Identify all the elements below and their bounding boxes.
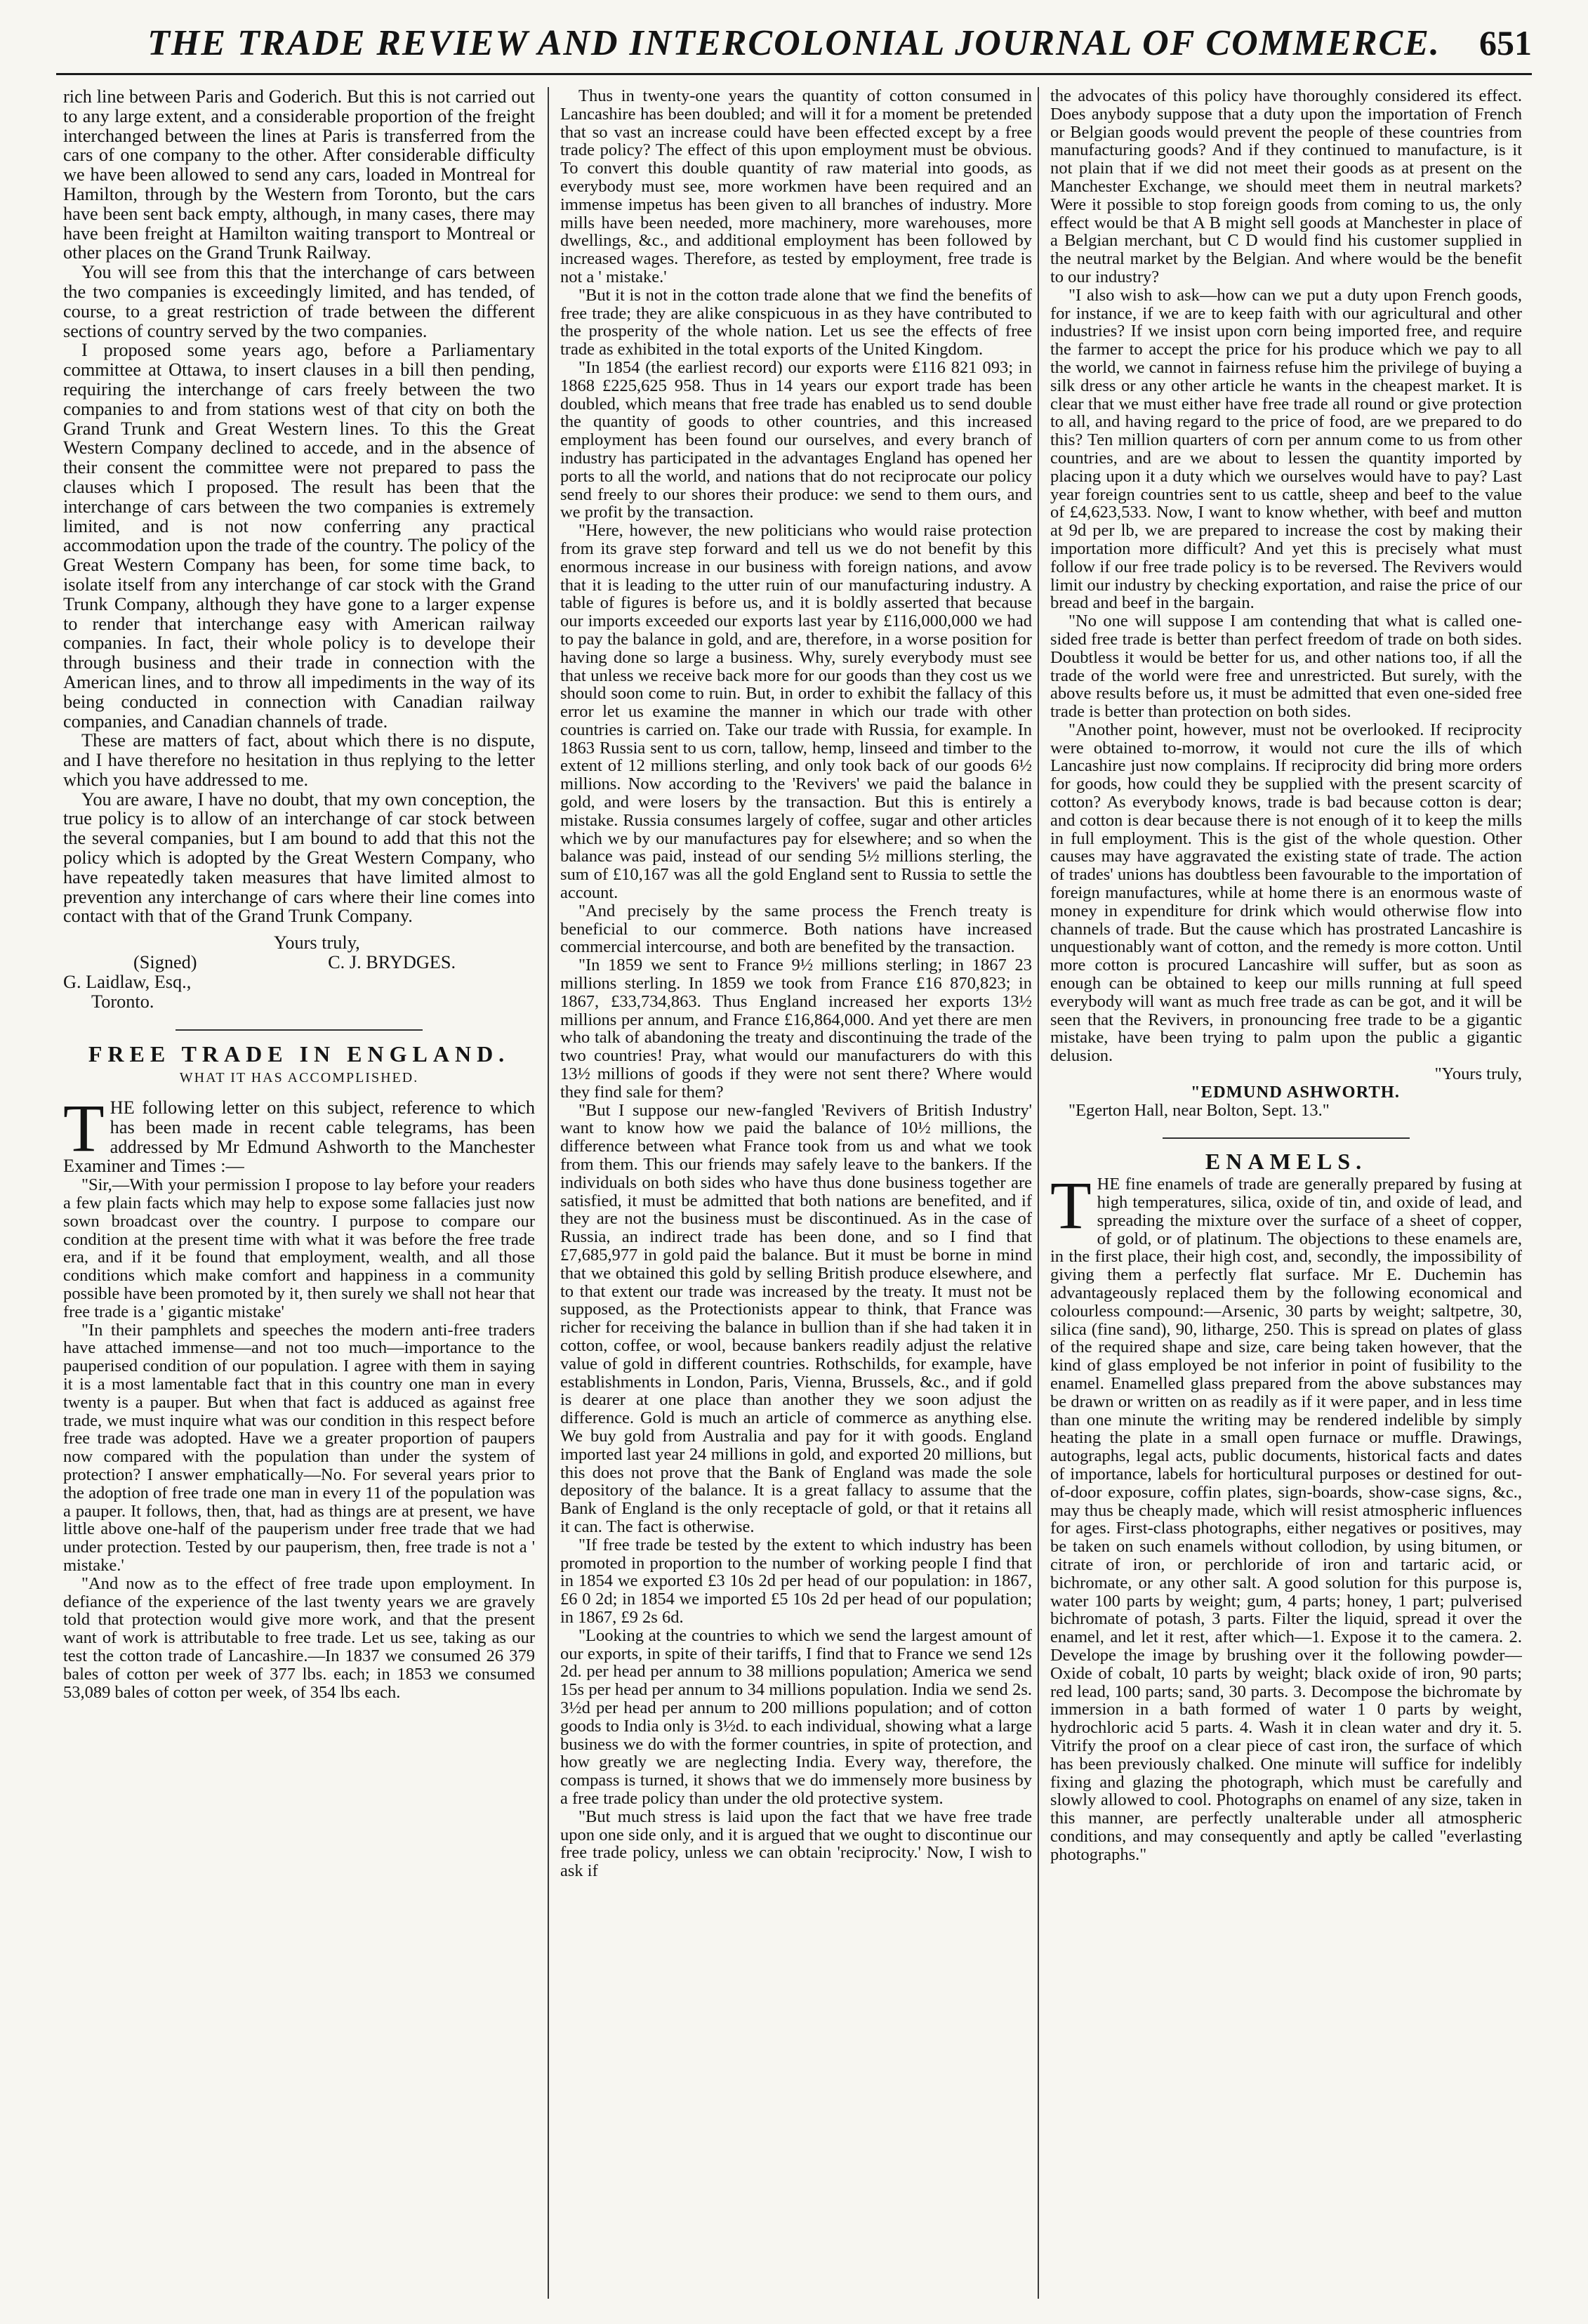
paragraph: You will see from this that the interchange of cars between the two companies is exceedingly limited, and has tended, of course, to a great restriction of trade between the different sections of country served by the two companies. — [63, 262, 535, 341]
article-intro — [63, 1090, 535, 1177]
column-rule — [548, 87, 549, 2299]
paragraph: "Sir,—With your permission I propose to lay before your readers a few plain facts which may help to expose some fallacies just now sown broadcast over the country. I purpose to compare our condition at the present time with what it was before the free trade era, and if it be found that employment, wealth, and all those conditions which make comfort and happiness in a community possible have been promoted by it, then surely we shall not hear that free trade is a ' gigantic mistake' — [63, 1175, 535, 1321]
column-2 — [560, 87, 1032, 2306]
article-title: ENAMELS. — [1205, 1149, 1368, 1175]
paragraph: "Looking at the countries to which we send the largest amount of our exports, in spite of their tariffs, I find that to France we send 12s 2d. per head per annum to 38 millions population; America we send 15s per head per annum to 34 millions population. India we send 2s. 3½d per head per annum to 200 millions population; and of cotton goods to India only is 3½d. to each individual, showing what a large business we do with the former countries, in spite of protection, and how greatly we are neglecting India. Every way, therefore, the compass is turned, it shows that we do immensely more business by a free trade policy than under the old protective system. — [560, 1625, 1032, 1808]
author-address: "Egerton Hall, near Bolton, Sept. 13." — [1068, 1100, 1330, 1120]
journal-title: THE TRADE REVIEW AND INTERCOLONIAL JOURNAL OF COMMERCE. — [147, 23, 1441, 63]
article-title: FREE TRADE IN ENGLAND. — [88, 1041, 510, 1067]
masthead — [56, 15, 1532, 75]
section-divider — [176, 1029, 423, 1031]
column-rule — [1038, 87, 1039, 2299]
paragraph: "No one will suppose I am contending that what is called one-sided free trade is better than perfect freedom of trade on both sides. Doubtless it would be better for us, and other nations too, if all the trade of the world were free and unrestricted. But surely, with the above results before us, it must be admitted that even one-sided free trade is better than protection on both sides. — [1050, 612, 1522, 722]
addressee: G. Laidlaw, Esq., — [63, 971, 192, 992]
paragraph: "In 1859 we sent to France 9½ millions sterling; in 1867 23 millions sterling. In 1859 we took from France £16 870,823; in 1867, £33,734,863. Thus England increased her exports 13½ millions per annum, and France £16,864,000. And yet there are men who talk of abandoning the treaty and discontinuing the trade of the two countries! Pray, what would our manufacturers do with this 13½ millions of goods if they were not sent there? Where would they find sale for them? — [560, 956, 1032, 1102]
column-3 — [1050, 87, 1522, 2306]
addressee-city: Toronto. — [91, 991, 154, 1012]
paragraph: "Here, however, the new politicians who would raise protection from its grave step forward and tell us we do not benefit by this enormous increase in our business with foreign nations, and avow that it is leading to the utter ruin of our manufacturing industry. A table of figures is before us, and it is boldly asserted that because our imports exceeded our exports last year by £116,000,000 we had to pay the balance in gold, and are, therefore, in a worse position for having done so large a business. Why, surely everybody must see that unless we receive back more for our goods than they cost us we should soon come to ruin. But, in order to exhibit the fallacy of this error let us examine the manner in which our trade with other countries is carried on. Take our trade with Russia, for example. In 1863 Russia sent to us corn, tallow, hemp, linseed and timber to the extent of 12 millions sterling, and only took back of our goods 6½ millions. Now according to the 'Revivers' we paid the balance in gold, and were losers by the transaction. But this is entirely a mistake. Russia consumes largely of coffee, sugar and other articles which we by our manufactures pay for elsewhere; and so when the balance was paid, instead of our sending 5½ millions sterling, the sum of £10,167 was all the gold England sent to Russia to settle the account. — [560, 521, 1032, 903]
paragraph: the advocates of this policy have thoroughly considered its effect. Does anybody suppose that a duty upon the importation of French or Belgian goods would prevent the people of these countries from manufacturing goods? And if they continued to manufacture, is it not plain that if we did not meet their goods as at present on the Manchester Exchange, we should meet them in neutral markets? Were it possible to stop foreign goods from coming to us, the only effect would be that A B might sell goods at Manchester in place of a Belgian merchant, but C D would find his customer supplied in the neutral market by the Belgian. And where would be the benefit to our industry? — [1050, 87, 1522, 286]
closing: "Yours truly, — [1434, 1064, 1522, 1084]
paragraph: Thus in twenty-one years the quantity of cotton consumed in Lancashire has been doubled; and will it for a moment be pretended that so vast an increase could have been effected except by a free trade policy? The effect of this upon employment must be obvious. To convert this double quantity of raw material into goods, as everybody must see, more workmen have been required and an immense impetus has been given to all branches of industry. More mills have been needed, more machinery, more warehouses, more dwellings, &c., and additional employment has been followed by increased wages. Therefore, as tested by employment, free trade is not a ' mistake.' — [560, 87, 1032, 286]
paragraph: These are matters of fact, about which there is no dispute, and I have therefore no hesitation in thus replying to the letter which you have addressed to me. — [63, 730, 535, 790]
signatory-name: C. J. BRYDGES. — [328, 952, 456, 973]
closing: Yours truly, — [274, 932, 360, 953]
body-text: HE fine enamels of trade are generally prepared by fusing at high temperatures, silica, oxide of tin, and oxide of lead, and spreading the mixture over the surface of a sheet of copper, of gold, or of platinum. The objections to these enamels are, in the first place, their high cost, and, secondly, the impossibility of giving them a perfectly flat surface. Mr E. Duchemin has advantageously replaced them by the following economical and colourless compound:—Arsenic, 30 parts by weight; saltpetre, 30, silica (fine sand), 90, litharge, 250. This is spread on plates of glass of the required shape and size, care being taken however, that the kind of glass employed be not inferior in point of fusibility to the enamel. Enamelled glass prepared from the above substances may be drawn or written on as readily as if it were paper, and in less time than one minute the writing may be rendered indelible by simply heating the plate in a small open furnace or muffle. Drawings, autographs, legal acts, public documents, historical facts and dates of importance, labels for horticultural purposes or destined for out-of-door exposure, coffin plates, sign-boards, show-case signs, &c., may thus be cheaply made, which will resist atmospheric influences for ages. First-class photographs, either negatives or positives, may be taken on such enamels without collodion, by using bitumen, or citrate of iron, or perchloride of iron and tartaric acid, or bichromate, or any other salt. A good solution for this purpose is, water 100 parts by weight; gum, 4 parts; honey, 1 part; pulverised bichromate of potash, 3 parts. Filter the liquid, spread it over the enamel, and let it rest, after which—1. Expose it to the camera. 2. Develope the image by brushing over it the following powder—Oxide of cobalt, 10 parts by weight; black oxide of iron, 90 parts; red lead, 100 parts; sand, 30 parts. 3. Decompose the bichromate by immersion in a bath formed of water 1 0 parts by weight, hydrochloric acid 5 parts. 4. Wash it in clean water and dry it. 5. Vitrify the proof on a clear piece of cast iron, the surface of which has been previously chalked. One minute will suffice for indelibly fixing and glazing the photograph, which must be carefully and slowly allowed to cool. Photographs on enamel of any size, taken in this manner, are perfectly unalterable under all atmospheric conditions, and may consequently and aptly be called "everlasting photographs." — [1050, 1175, 1522, 1864]
section-divider — [1163, 1137, 1410, 1139]
paragraph: You are aware, I have no doubt, that my own conception, the true policy is to allow of an interchange of car stock between the several companies, but I am bound to add that this not the policy which is adopted by the Great Western Company, who have repeatedly taken measures that have limited almost to prevention any interchange of cars where their line comes into contact with that of the Grand Trunk Company. — [63, 788, 535, 927]
signed-line — [63, 953, 535, 972]
paragraph: "I also wish to ask—how can we put a duty upon French goods, for instance, if we are to keep faith with our agricultural and other industries? If we insist upon corn being imported free, and require the farmer to accept the price for his produce which we pay to all the world, we cannot in fairness refuse him the privilege of buying a silk dress or any other article he wants in the cheapest market. It is clear that we must either have free trade all round or give protection to all, and having regard to the price of food, are we prepared to do this? Ten million quarters of corn per annum come to us from other countries, and are we about to lessen the quantity imported by placing upon it a duty which we ourselves would have to pay? Last year foreign countries sent to us cattle, sheep and beef to the value of £4,623,533. Now, I want to know whether, with beef and mutton at 9d per lb, we are prepared to increase the cost by making their importation more difficult? And yet this is precisely what must follow if our free trade policy is to be reversed. The Revivers would limit our industry by checking exportation, and raise the price of our bread and beef in the bargain. — [1050, 285, 1522, 613]
signed-label: (Signed) — [133, 952, 197, 973]
paragraph: "But it is not in the cotton trade alone that we find the benefits of free trade; they are alike conspicuous in as they have contributed to the prosperity of the whole nation. Let us see the effects of free trade as exhibited in the total exports of the United Kingdom. — [560, 285, 1032, 359]
drop-cap: T — [63, 1090, 105, 1166]
paragraph: "In 1854 (the earliest record) our exports were £116 821 093; in 1868 £225,625 958. Thus in 14 years our export trade has been doubled, which means that free trade has enabled us to send double the quantity of goods to other countries, and this increased employment has been found our ourselves, and every branch of industry has participated in the advantages England has opened her ports to all the world, and nations that do not reciprocate our policy send freely to our shores their produce: we send to them ours, and we profit by the transaction. — [560, 357, 1032, 522]
drop-cap: T — [1050, 1168, 1092, 1243]
paragraph: "But I suppose our new-fangled 'Revivers of British Industry' want to know how we paid the balance of 10½ millions, the difference between what France took from us and what we took from them. This our friends may safely leave to the bankers. If the individuals on both sides who have thus done business together are satisfied, it must be admitted that both nations are benefited, and if they are not the business must be discontinued. As in the case of Russia, an indirect trade has been done, and so I find that £7,685,977 in gold paid the balance. But it must be borne in mind that we obtained this gold by selling British produce elsewhere, and to that extent our trade was increased by the treaty. It must not be supposed, as the Protectionists appear to think, that France was richer for receiving the balance in bullion than if she had taken it in cotton, coffee, or wool, because bankers readily adjust the relative value of gold in different countries. Rothschilds, for example, have establishments in London, Paris, Vienna, Brussels, &c., and if gold is dearer at one place than another they we soon adjust the difference. Gold is much an article of commerce as anything else. We buy gold from Australia and pay for it with goods. England imported last year 24 millions in gold, and exported 20 millions, but this does not prove that the Bank of England was made the sole depository of the balance. It is a great fallacy to assume that the Bank of England is the only receptacle of gold, or that it retains all it can. The fact is otherwise. — [560, 1100, 1032, 1536]
letter-signature — [63, 933, 535, 1011]
article-subtitle: WHAT IT HAS ACCOMPLISHED. — [179, 1070, 419, 1086]
column-1 — [63, 87, 535, 2306]
page-number: 651 — [1479, 23, 1532, 62]
paragraph: "In their pamphlets and speeches the modern anti-free traders have attached immense—and not too much—importance to the pauperised condition of our population. I agree with them in saying it is a most lamentable fact that in this country one man in every twenty is a pauper. But when that fact is adduced as against free trade, we must inquire what was our condition in this respect before free trade was adopted. Have we a greater proportion of paupers now compared with the population than under the system of protection? I answer emphatically—No. For several years prior to the adoption of free trade one man in every 11 of the population was a pauper. It follows, then, that, had as things are at present, we have little above one-half of the pauperism under free trade that we had under protection. Tested by our pauperism, then, free trade is not a ' mistake.' — [63, 1320, 535, 1575]
paragraph: "If free trade be tested by the extent to which industry has been promoted in proportion to the number of working people I find that in 1854 we exported £3 10s 2d per head of our population: in 1867, £6 0 2d; in 1854 we imported £5 10s 2d per head of our population; in 1867, £9 2s 6d. — [560, 1535, 1032, 1627]
intro-text: HE following letter on this subject, reference to which has been made in recent cable telegrams, has been addressed by Mr Edmund Ashworth to the Manchester Examiner and Times :— — [63, 1097, 535, 1177]
paragraph: "But much stress is laid upon the fact that we have free trade upon one side only, and it is argued that we ought to discontinue our free trade policy, unless we can obtain 'reciprocity.' Now, I wish to ask if — [560, 1807, 1032, 1881]
paragraph: "And precisely by the same process the French treaty is beneficial to our commerce. Both nations have increased commercial intercourse, and both are benefited by the transaction. — [560, 901, 1032, 957]
author-name: "EDMUND ASHWORTH. — [1191, 1082, 1400, 1102]
article-body — [1050, 1168, 1522, 1864]
paragraph: rich line between Paris and Goderich. But this is not carried out to any large extent, and a considerable proportion of the freight interchanged between the lines at Paris is transferred from the cars of one company to the other. After considerable difficulty we have been allowed to send any cars, loaded in Montreal for Hamilton, through by the Western from Toronto, but the cars have been sent back empty, although, in many cases, there may have been freight at Hamilton waiting transport to Montreal or other places on the Grand Trunk Railway. — [63, 87, 535, 263]
paragraph: "Another point, however, must not be overlooked. If reciprocity were obtained to-morrow, it would not cure the ills of which Lancashire just now complains. If reciprocity did bring more orders for goods, how could they be supplied with the present scarcity of cotton? As everybody knows, trade is bad because cotton is dear; and cotton is dear because there is not enough of it to keep the mills in full employment. This is the gist of the whole question. Other causes may have aggravated the existing state of trade. The action of trades' unions has doubtless been favourable to the importation of foreign manufactures, while at home there is an enormous waste of money in expenditure for drink which would otherwise flow into channels of trade. But the cause which has prostrated Lancashire is unquestionably want of cotton, and the remedy is more cotton. Until more cotton is procured Lancashire will suffer, but as soon as enough can be obtained to keep our mills running at full speed everybody will want as much free trade as can be got, and it will be seen that the Revivers, in pronouncing free trade to be a gigantic mistake, have been trying to palm upon the public a gigantic delusion. — [1050, 720, 1522, 1066]
paragraph: I proposed some years ago, before a Parliamentary committee at Ottawa, to insert clauses in a bill then pending, requiring the interchange of cars freely between the two companies to and from stations west of that city on both the Grand Trunk and Great Western lines. To this the Great Western Company declined to accede, and in the absence of their consent the committee were not prepared to pass the clauses which I proposed. The result has been that the interchange of cars between the two companies is extremely limited, and is not now conferring any practical accommodation upon the trade of the country. The policy of the Great Western Company has been, for some time back, to isolate itself from any interchange of car stock with the Grand Trunk Company, although they have gone to a larger expense to render that interchange easy with American railway companies. In fact, their whole policy is to develope their through business and their trade in connection with the American lines, and to throw all impediments in the way of its being conducted in connection with Canadian railway companies, and Canadian channels of trade. — [63, 340, 535, 732]
paragraph: "And now as to the effect of free trade upon employment. In defiance of the experience of the last twenty years we are gravely told that protection would give more work, and that the present want of work is attributable to free trade. Let us see, taking as our test the cotton trade of Lancashire.—In 1837 we consumed 26 379 bales of cotton per week of 377 lbs. each; in 1853 we consumed 53,089 bales of cotton per week, of 354 lbs each. — [63, 1573, 535, 1702]
